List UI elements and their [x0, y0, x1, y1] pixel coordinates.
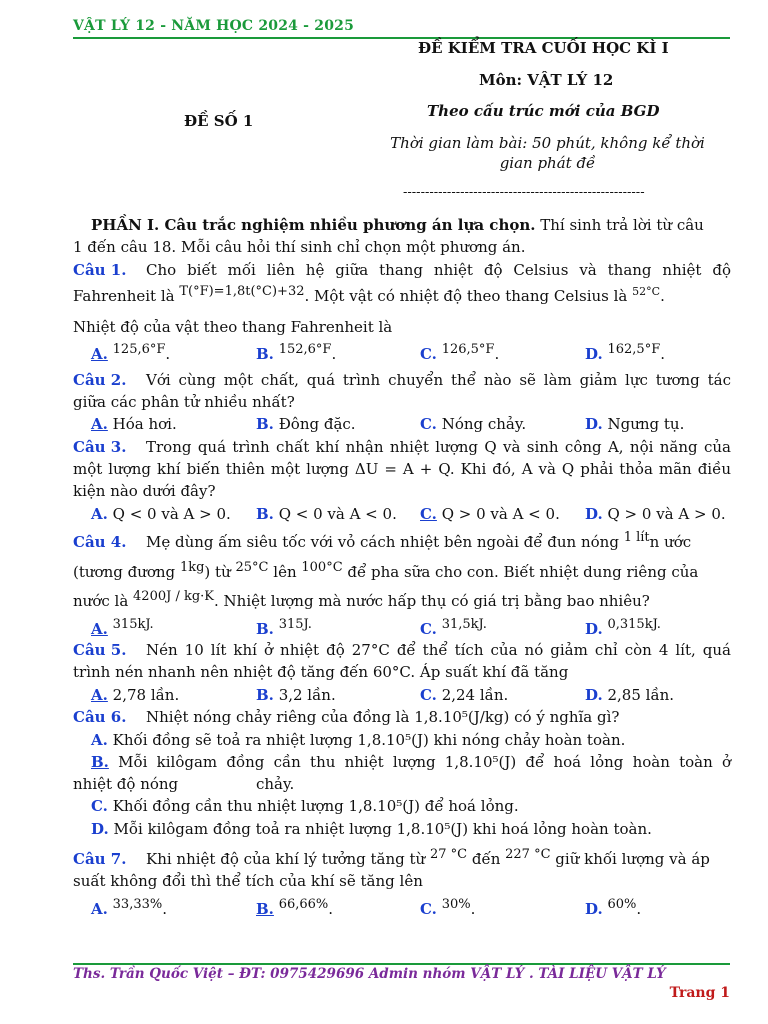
q4-line1: Mẹ dùng ấm siêu tốc với vỏ cách nhiệt bên ngoài để đun nóng 1 lítn ước	[146, 530, 692, 551]
q4-option-d[interactable]: D. 0,315kJ.	[585, 617, 661, 638]
q3-line3: kiện nào dưới đây?	[73, 482, 216, 500]
q4-line2: (tương đương 1kg) từ 25°C lên 100°C để pha sữa cho con. Biết nhiệt dung riêng của	[73, 560, 699, 581]
q6-option-c[interactable]: C. Khối đồng cần thu nhiệt lượng 1,8.10⁵(J) để hoá lỏng.	[91, 797, 519, 815]
q2-option-c[interactable]: C. Nóng chảy.	[420, 415, 527, 433]
q2-option-d[interactable]: D. Ngưng tụ.	[585, 415, 685, 433]
q4-option-c[interactable]: C. 31,5kJ.	[420, 617, 487, 638]
exam-title: ĐỀ KIỂM TRA CUỐI HỌC KÌ I	[418, 39, 669, 57]
q7-option-b[interactable]: B. 66,66%.	[256, 897, 334, 918]
q7-option-a[interactable]: A. 33,33%.	[91, 897, 168, 918]
q3-line2: một lượng khí biến thiên một lượng ΔU = A + Q. Khi đó, A và Q phải thỏa mãn điều	[73, 460, 731, 478]
header-title: VẬT LÝ 12 - NĂM HỌC 2024 - 2025	[73, 18, 355, 34]
q5-line2: trình nén nhanh nên nhiệt độ tăng đến 60°C. Áp suất khí đã tăng	[73, 663, 569, 681]
q2-label: Câu 2.	[73, 371, 127, 389]
q1-option-a[interactable]: A. 125,6°F.	[91, 342, 171, 363]
q7-line2: suất không đổi thì thể tích của khí sẽ tăng lên	[73, 872, 423, 890]
q1-option-d[interactable]: D. 162,5°F.	[585, 342, 666, 363]
q1-formula: T(°F)=1,8t(°C)+32	[179, 284, 305, 299]
q6-line1: Nhiệt nóng chảy riêng của đồng là 1,8.10⁵(J/kg) có ý nghĩa gì?	[146, 708, 620, 726]
part1-text1: Thí sinh trả lời từ câu	[535, 216, 704, 234]
q5-label: Câu 5.	[73, 641, 127, 659]
q6-option-a[interactable]: A. Khối đồng sẽ toả ra nhiệt lượng 1,8.10⁵(J) khi nóng chảy hoàn toàn.	[91, 731, 626, 749]
part1-heading	[91, 216, 731, 234]
q2-option-b[interactable]: B. Đông đặc.	[256, 415, 356, 433]
part1-text2: 1 đến câu 18. Mỗi câu hỏi thí sinh chỉ chọn một phương án.	[73, 238, 526, 256]
q5-option-b[interactable]: B. 3,2 lần.	[256, 686, 336, 704]
q1-option-b[interactable]: B. 152,6°F.	[256, 342, 337, 363]
q1-line1: Cho biết mối liên hệ giữa thang nhiệt độ Celsius và thang nhiệt độ	[146, 261, 731, 279]
q4-option-b[interactable]: B. 315J.	[256, 617, 312, 638]
exam-code: ĐỀ SỐ 1	[184, 112, 254, 130]
q3-label: Câu 3.	[73, 438, 127, 456]
q1-value: 52°C	[632, 285, 661, 298]
footer-text: Ths. Trần Quốc Việt – ĐT: 0975429696 Admin nhóm VẬT LÝ . TÀI LIỆU VẬT LÝ	[73, 966, 666, 982]
q6-option-b-cont-2: chảy.	[256, 775, 295, 793]
page-number: Trang 1	[669, 985, 730, 1001]
q2-line2: giữa các phân tử nhiều nhất?	[73, 393, 295, 411]
q2-line1: Với cùng một chất, quá trình chuyển thể nào sẽ làm giảm lực tương tác	[146, 371, 731, 389]
q3-option-c[interactable]: C. Q > 0 và A < 0.	[420, 505, 560, 523]
q3-option-a[interactable]: A. Q < 0 và A > 0.	[91, 505, 231, 523]
q7-label: Câu 7.	[73, 850, 127, 868]
part1-title: PHẦN I. Câu trắc nghiệm nhiều phương án lựa chọn.	[91, 216, 536, 234]
time-line-1: Thời gian làm bài: 50 phút, không kể thời	[390, 134, 705, 152]
q1-option-c[interactable]: C. 126,5°F.	[420, 342, 500, 363]
q3-option-b[interactable]: B. Q < 0 và A < 0.	[256, 505, 397, 523]
structure: Theo cấu trúc mới của BGD	[427, 102, 660, 120]
footer-line	[73, 963, 730, 965]
q5-line1: Nén 10 lít khí ở nhiệt độ 27°C để thể tích của nó giảm chỉ còn 4 lít, quá	[146, 641, 731, 659]
q1-line2: Fahrenheit là T(°F)=1,8t(°C)+32. Một vật có nhiệt độ theo thang Celsius là $^{52^\circ C}$.	[73, 284, 665, 305]
q6-option-b-cont-1: nhiệt độ nóng	[73, 775, 179, 793]
dash-divider: -------------------------------------------------------	[403, 185, 645, 200]
q3-option-d[interactable]: D. Q > 0 và A > 0.	[585, 505, 726, 523]
q6-option-d[interactable]: D. Mỗi kilôgam đồng toả ra nhiệt lượng 1,8.10⁵(J) khi hoá lỏng hoàn toàn.	[91, 820, 652, 838]
q3-line1: Trong quá trình chất khí nhận nhiệt lượng Q và sinh công A, nội năng của	[146, 438, 731, 456]
q6-label: Câu 6.	[73, 708, 127, 726]
time-line-2: gian phát đề	[499, 154, 596, 172]
q7-option-c[interactable]: C. 30%.	[420, 897, 476, 918]
q5-option-a[interactable]: A. 2,78 lần.	[91, 686, 180, 704]
q5-option-c[interactable]: C. 2,24 lần.	[420, 686, 509, 704]
q1-line3: Nhiệt độ của vật theo thang Fahrenheit là	[73, 318, 393, 336]
q6-option-b[interactable]: B. Mỗi kilôgam đồng cần thu nhiệt lượng 1,8.10⁵(J) để hoá lỏng hoàn toàn ở	[91, 753, 731, 771]
q7-option-d[interactable]: D. 60%.	[585, 897, 642, 918]
q2-option-a[interactable]: A. Hóa hơi.	[91, 415, 177, 433]
q4-line3: nước là 4200J / kg·K. Nhiệt lượng mà nước hấp thụ có giá trị bằng bao nhiêu?	[73, 589, 650, 610]
q4-label: Câu 4.	[73, 533, 127, 551]
subject: Môn: VẬT LÝ 12	[479, 71, 614, 89]
q7-line1: Khi nhiệt độ của khí lý tưởng tăng từ 27 °C đến 227 °C giữ khối lượng và áp	[146, 847, 710, 868]
q4-option-a[interactable]: A. 315kJ.	[91, 617, 154, 638]
q1-label: Câu 1.	[73, 261, 127, 279]
q5-option-d[interactable]: D. 2,85 lần.	[585, 686, 675, 704]
